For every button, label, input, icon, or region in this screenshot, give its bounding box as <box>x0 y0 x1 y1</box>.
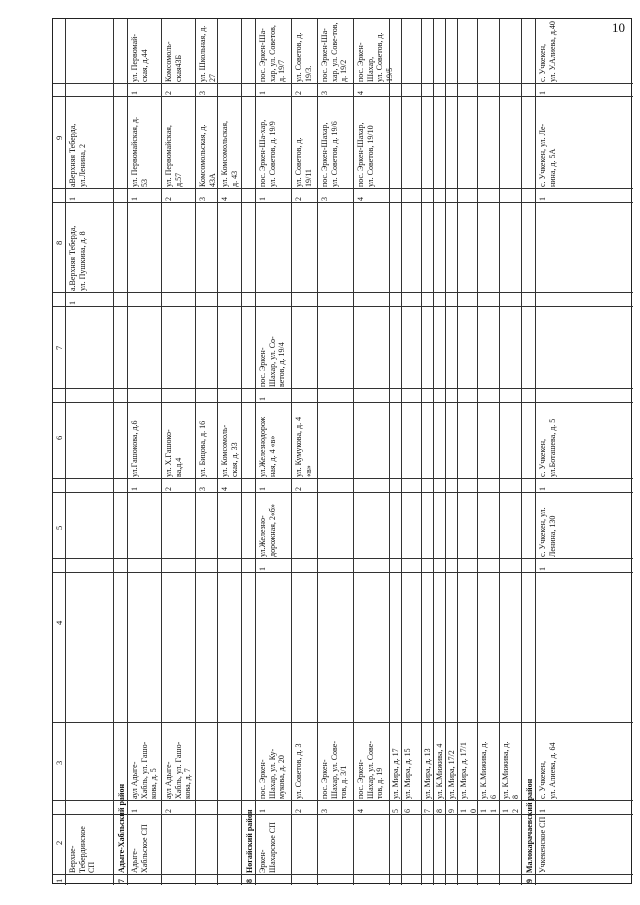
address-cell: ул. Мира, 17/2 <box>447 750 456 799</box>
address-cell: пос. Эркен- Шахар, ул. Со- ветов, д. 19/4 <box>258 336 286 387</box>
item-number: 1 <box>258 567 267 571</box>
item-number: 3 <box>198 91 207 95</box>
address-cell: ул. Школьная, д. 27 <box>198 25 217 82</box>
item-number: 9 <box>447 809 456 813</box>
item-number: 4 <box>356 809 365 813</box>
item-number: 3 <box>320 197 329 201</box>
address-cell: ул.Гашокова, д.6 <box>130 420 139 477</box>
address-cell: а.Верхняя Теберда, ул. Пушкина, д. 8 <box>68 225 87 291</box>
address-cell: пос. Эркен- Шахар, ул. Сове- тов, д. 19 <box>356 741 384 799</box>
address-cell: ул. Советов, д. 3 <box>294 743 303 799</box>
table-row <box>217 19 241 885</box>
item-number: 1 <box>258 809 267 813</box>
section-header <box>113 19 127 885</box>
address-cell: ул.Железнодорож ная, д. 4 «в» <box>258 416 277 477</box>
column-number: 3 <box>54 760 64 765</box>
table-row <box>433 19 445 885</box>
item-number: 1 <box>538 197 547 201</box>
address-cell: ул. Кумукова, д. 4 «в» <box>294 416 313 477</box>
section-header <box>241 19 255 885</box>
address-cell: ул. Первомайская, д. 53 <box>130 117 149 187</box>
item-number: 1 <box>258 91 267 95</box>
address-cell: аул Адыге- Хабль, ул. Гашо- кова, д. 7 <box>164 741 192 799</box>
column-number: 2 <box>54 840 64 845</box>
item-number: 4 <box>220 487 229 491</box>
address-cell: ул. Бицова, д. 16 <box>198 420 207 477</box>
address-cell: пос. Эркен- Шахар, ул. Ку- мукова, д. 20 <box>258 748 286 799</box>
item-number: 1 <box>258 197 267 201</box>
address-cell: Комсомоль- ская43Б <box>164 41 183 82</box>
address-cell: пос. Эркен-Ша- хар, ул. Советов, д. 19/7 <box>258 25 286 82</box>
column-number: 1 <box>54 878 64 883</box>
column-number: 7 <box>54 345 64 350</box>
item-number: 1 <box>538 487 547 491</box>
item-number: 4 <box>356 197 365 201</box>
address-cell: пос. Эркен-Шахар, ул. Советов, 19/10 <box>356 122 375 187</box>
address-cell: ул. К.Мижива, д. 8 <box>501 741 520 799</box>
item-number: 1 2 <box>501 809 520 813</box>
settlement-name: Учкекенское СП <box>538 816 547 873</box>
settlement-name: Адыге- Хабльское СП <box>130 824 149 873</box>
item-number: 1 <box>258 397 267 401</box>
column-number: 5 <box>54 525 64 530</box>
table-row <box>499 19 521 885</box>
column-number: 9 <box>54 135 64 140</box>
table-row <box>255 19 291 885</box>
item-number: 1 <box>538 91 547 95</box>
item-number: 3 <box>198 487 207 491</box>
address-cell: ул. Х.Гашоко- ва,д.4 <box>164 429 183 477</box>
address-cell: ул. К.Мижива, д. 6 <box>479 741 498 799</box>
address-cell: ул. Советов, д. 19/3. <box>294 32 313 82</box>
item-number: 2 <box>294 197 303 201</box>
item-number: 1 <box>130 197 139 201</box>
table-row <box>477 19 499 885</box>
rotated-table-body <box>53 19 633 885</box>
address-cell: ул. К.Мижива, 4 <box>435 743 444 799</box>
item-number: 1 <box>130 809 139 813</box>
column-number: 8 <box>54 240 64 245</box>
table-row <box>195 19 217 885</box>
section-header <box>521 19 535 885</box>
table-row <box>389 19 401 885</box>
item-number: 4 <box>356 91 365 95</box>
table-row <box>445 19 457 885</box>
address-cell: аВерхняя Теберда, ул.Ленина, 2 <box>68 123 87 187</box>
column-number: 4 <box>54 620 64 625</box>
section-title: Адыге-Хабльский район <box>117 783 126 873</box>
item-number: 8 <box>435 809 444 813</box>
address-cell: ул. Первомай- ская, д.44 <box>130 33 149 82</box>
address-cell: ул. Мира, д. 17 <box>391 748 400 799</box>
table-row <box>317 19 353 885</box>
address-cell: пос. Эркен-Ша-хар, ул. Советов, д. 19/9 <box>258 119 277 187</box>
item-number: 2 <box>164 487 173 491</box>
table-row <box>457 19 477 885</box>
section-title: Малокарачаевский район <box>525 778 534 873</box>
table-row <box>421 19 433 885</box>
page-number: 10 <box>612 20 625 35</box>
section-number: 8 <box>245 879 254 883</box>
address-cell: с. Учкекен, ул. Алиева, д. 64 <box>538 742 557 799</box>
document-table <box>52 18 632 884</box>
table-row <box>535 19 633 885</box>
item-number: 1 <box>538 809 547 813</box>
table-row <box>401 19 421 885</box>
item-number: 3 <box>320 91 329 95</box>
section-number: 7 <box>117 879 126 883</box>
address-cell: ул. Мира, д. 13 <box>423 748 432 799</box>
item-number: 7 <box>423 809 432 813</box>
address-cell: ул. Комсомольская, д. 43 <box>220 120 239 187</box>
item-number: 4 <box>220 197 229 201</box>
item-number: 2 <box>164 197 173 201</box>
table-row <box>353 19 394 885</box>
settlement-name: Верхне- Тебердинское СП <box>68 826 96 873</box>
address-cell: с. Учкекен, ул. У.Алиева, д.40 <box>538 21 557 82</box>
item-number: 2 <box>294 809 303 813</box>
address-cell: ул.Железно- дорожная, 2«б» <box>258 504 277 557</box>
item-number: 6 <box>403 809 412 813</box>
address-cell: с. Учкекен, ул.Боташева, д. 5 <box>538 418 557 477</box>
item-number: 1 <box>68 301 77 305</box>
address-cell: аул Адыге- Хабль, ул. Гашо- кова, д. 5 <box>130 741 158 799</box>
settlement-name: Эркен- Шахарское СП <box>258 822 277 873</box>
item-number: 2 <box>294 91 303 95</box>
item-number: 3 <box>320 809 329 813</box>
address-cell: с. Учкекен, ул. Ле- нина, д. 5А <box>538 123 557 187</box>
column-number: 6 <box>54 435 64 440</box>
section-number: 9 <box>525 879 534 883</box>
address-cell: пос. Эркен- Шахар, ул. Сове- тов, д. 3/1 <box>320 741 348 799</box>
item-number: 1 <box>68 197 77 201</box>
table-row <box>291 19 317 885</box>
address-cell: ул. Мира, д. 17/1 <box>459 742 468 799</box>
item-number: 1 <box>538 567 547 571</box>
address-cell: ул. Комсомоль- ская, д. 33 <box>220 424 239 477</box>
address-cell: ул. Первомайская, д.57 <box>164 125 183 187</box>
table-row <box>161 19 195 885</box>
header-row <box>53 19 65 885</box>
section-title: Ногайский район <box>245 809 254 873</box>
address-cell: с. Учкекен, ул. Ленина, 130 <box>538 507 557 557</box>
address-cell: пос. Эркен-Шахар, ул. Советов, д. 19/6 <box>320 121 339 187</box>
item-number: 3 <box>198 197 207 201</box>
address-cell: ул. Мира, д. 15 <box>403 748 412 799</box>
address-cell: Комсомольская, д. 43А <box>198 124 217 187</box>
item-number: 1 1 <box>479 809 498 813</box>
item-number: 2 <box>164 91 173 95</box>
address-cell: ул. Советов, д. 19/11 <box>294 137 313 187</box>
item-number: 2 <box>164 809 173 813</box>
address-cell: пос. Эркен-Ша- хар, ул. Сове-тов, д. 19/2 <box>320 22 348 82</box>
item-number: 1 0 <box>459 809 478 813</box>
table-row <box>127 19 161 885</box>
item-number: 1 <box>258 487 267 491</box>
item-number: 1 <box>130 487 139 491</box>
address-cell: пос. Эркен-Шахар, ул. Советов, д. 19/5 <box>356 32 394 82</box>
item-number: 2 <box>294 487 303 491</box>
item-number: 1 <box>130 91 139 95</box>
table-row <box>65 19 113 885</box>
item-number: 5 <box>391 809 400 813</box>
